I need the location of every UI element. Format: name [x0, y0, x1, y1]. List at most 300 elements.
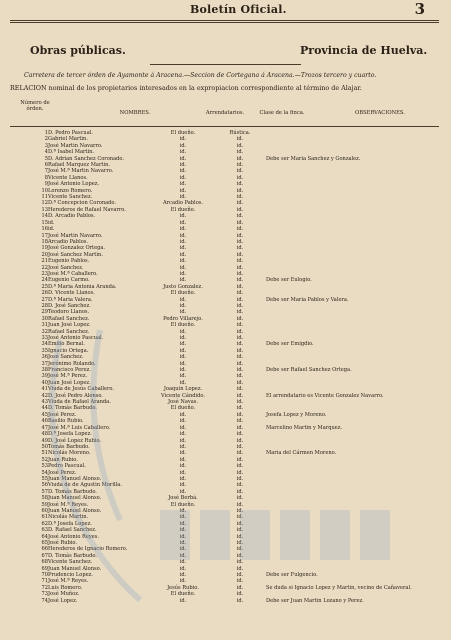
row-name: Luis Romero. — [48, 584, 83, 591]
row-arrendatario: id. — [179, 450, 187, 457]
row-number: 7 — [44, 168, 48, 175]
row-number: 34 — [41, 341, 48, 348]
row-name: id. — [48, 226, 55, 233]
row-clase: Rústica. — [229, 130, 251, 136]
row-name: Juan José Lopez. — [48, 322, 91, 329]
row-arrendatario: id. — [179, 181, 187, 188]
row-number: 61 — [41, 514, 48, 521]
row-clase: id. — [236, 540, 244, 546]
row-clase: id. — [236, 360, 244, 367]
row-observacion: Se duda si Ignacio Lopez y Martin, vecino de Cañaveral. — [266, 584, 412, 591]
row-number: 17 — [41, 232, 48, 239]
row-arrendatario: id. — [179, 482, 187, 489]
row-arrendatario: Justo Gonzalez. — [163, 283, 203, 290]
row-name: D. Vicente Llanos. — [48, 290, 95, 297]
row-clase: id. — [236, 245, 244, 252]
row-clase: id. — [236, 591, 244, 598]
row-arrendatario: id. — [179, 277, 187, 284]
row-number: 52 — [41, 456, 48, 463]
row-clase: id. — [236, 501, 244, 508]
row-observacion: Debe ser Fulgencio. — [266, 572, 318, 579]
row-name: José M.ª Martin Navarro. — [48, 168, 114, 175]
row-arrendatario: id. — [179, 155, 187, 162]
row-name: José Perez. — [48, 469, 77, 476]
row-clase: id. — [236, 424, 244, 431]
row-arrendatario: El dueño. — [170, 290, 196, 297]
row-name: Juan Rubio. — [48, 456, 78, 463]
row-number: 32 — [41, 328, 48, 335]
row-name: Prudencio Lopez. — [48, 572, 93, 579]
row-number: 4 — [44, 149, 48, 156]
row-arrendatario: id. — [179, 136, 187, 143]
row-arrendatario: Arcadio Pablos. — [162, 200, 203, 207]
row-observacion: Debe ser Emigdio. — [266, 341, 314, 348]
table-row — [10, 598, 446, 604]
row-arrendatario: id. — [179, 488, 187, 495]
row-number: 67 — [41, 552, 48, 559]
row-number: 10 — [41, 187, 48, 194]
row-number: 22 — [41, 264, 48, 271]
row-number: 20 — [41, 251, 48, 258]
row-clase: id. — [236, 559, 244, 566]
row-number: 44 — [41, 405, 48, 412]
row-number: 33 — [41, 335, 48, 341]
row-clase: id. — [236, 565, 244, 572]
col-nombres-header: NOMBRES. — [119, 110, 151, 116]
row-clase: id. — [236, 270, 244, 277]
row-name: Arcadio Pablos. — [48, 238, 89, 245]
row-arrendatario: id. — [179, 168, 187, 175]
row-number: 37 — [41, 360, 48, 367]
row-clase: id. — [236, 456, 244, 463]
row-clase: id. — [236, 194, 244, 201]
row-arrendatario: id. — [179, 507, 187, 514]
row-clase: id. — [236, 264, 244, 271]
row-number: 47 — [41, 424, 48, 431]
row-arrendatario: id. — [179, 354, 187, 361]
row-observacion: Debe ser Maria Pablos y Valera. — [266, 296, 349, 303]
row-name: D.ª Josefa Lopez. — [48, 431, 92, 438]
row-number: 64 — [41, 533, 48, 540]
row-arrendatario: id. — [179, 546, 187, 553]
row-clase: id. — [236, 520, 244, 527]
row-name: Herederos de Ignacio Romero. — [48, 546, 128, 553]
row-clase: id. — [236, 283, 244, 290]
row-observacion: Marcelino Martin y Marquez. — [266, 424, 343, 431]
row-clase: id. — [236, 399, 244, 406]
relacion-heading: RELACION nominal de los propietarios interesados en la expropiacion correspondiente al término de Alajar. — [10, 84, 362, 92]
row-name: José Lopez. — [48, 597, 78, 604]
row-number: 66 — [41, 546, 48, 553]
row-clase: id. — [236, 367, 244, 374]
row-arrendatario: id. — [179, 463, 187, 470]
row-clase: id. — [236, 437, 244, 444]
row-arrendatario: id. — [179, 475, 187, 482]
row-name: Pedro Pascual. — [48, 463, 86, 470]
row-name: Gabriel Martin. — [48, 136, 88, 143]
row-number: 23 — [41, 270, 48, 277]
row-name: Vicente Sanchez. — [48, 194, 93, 201]
row-number: 45 — [41, 411, 48, 418]
row-clase: id. — [236, 584, 244, 591]
row-name: Juan Manuel Alonso. — [48, 507, 102, 514]
row-number: 8 — [44, 174, 48, 181]
row-name: Viuda de de Agustin Morilla. — [48, 482, 122, 489]
row-name: José Sanchez Martin. — [48, 251, 103, 258]
row-clase: id. — [236, 155, 244, 162]
row-arrendatario: id. — [179, 347, 187, 354]
row-clase: id. — [236, 578, 244, 585]
row-number: 74 — [41, 597, 48, 604]
row-name: José M.ª Reyes. — [48, 501, 89, 508]
row-arrendatario: El dueño. — [170, 322, 196, 329]
row-clase: id. — [236, 475, 244, 482]
row-number: 72 — [41, 584, 48, 591]
row-number: 46 — [41, 418, 48, 425]
row-clase: id. — [236, 418, 244, 425]
row-arrendatario: id. — [179, 194, 187, 201]
row-arrendatario: id. — [179, 367, 187, 374]
row-arrendatario: Pedro Villarejo. — [163, 315, 203, 322]
row-observacion: Debe ser Juan Martin Lozano y Perez. — [266, 597, 364, 604]
row-clase: id. — [236, 181, 244, 188]
row-number: 11 — [41, 194, 48, 201]
row-number: 31 — [41, 322, 48, 329]
row-number: 69 — [41, 565, 48, 572]
col-observaciones-header: OBSERVACIONES. — [355, 110, 405, 116]
row-arrendatario: id. — [179, 418, 187, 425]
row-arrendatario: id. — [179, 559, 187, 566]
row-clase: id. — [236, 495, 244, 502]
row-name: D. Tomás Barbudo. — [48, 552, 97, 559]
row-arrendatario: id. — [179, 174, 187, 181]
road-subtitle: Carretera de tercer órden de Ayamonte á Aracena.—Seccion de Cortegana á Aracena.—Trozos tercero y cuarto. — [24, 72, 377, 79]
row-name: D. José Pedro Alonso. — [48, 392, 103, 399]
row-number: 40 — [41, 379, 48, 386]
row-number: 27 — [41, 296, 48, 303]
row-arrendatario: id. — [179, 379, 187, 386]
row-number: 25 — [41, 283, 48, 290]
row-name: Emilio Bernal. — [48, 341, 85, 348]
row-name: José Martin Navarro. — [48, 232, 103, 239]
row-number: 39 — [41, 373, 48, 380]
row-clase: id. — [236, 315, 244, 322]
row-arrendatario: id. — [179, 527, 187, 534]
row-name: José Antonio Lopez. — [48, 181, 100, 188]
row-number: 55 — [41, 475, 48, 482]
row-number: 30 — [41, 315, 48, 322]
row-clase: id. — [236, 290, 244, 297]
row-arrendatario: id. — [179, 335, 187, 341]
row-number: 38 — [41, 367, 48, 374]
row-name: José M.ª Luis Caballero. — [48, 424, 111, 431]
row-number: 68 — [41, 559, 48, 566]
row-clase: id. — [236, 347, 244, 354]
row-observacion: Debe ser Eulogio. — [266, 277, 312, 284]
row-number: 54 — [41, 469, 48, 476]
row-name: D. José Sanchez. — [48, 302, 91, 309]
row-arrendatario: José Berbá. — [168, 495, 198, 502]
row-arrendatario: id. — [179, 258, 187, 265]
section-heading-obras: Obras públicas. — [30, 44, 126, 57]
bulletin-title: Boletín Oficial. — [190, 3, 287, 16]
row-arrendatario: id. — [179, 552, 187, 559]
row-arrendatario: id. — [179, 270, 187, 277]
row-clase: id. — [236, 392, 244, 399]
row-name: Herederos de Rafael Navarro. — [48, 206, 126, 213]
row-number: 15 — [41, 219, 48, 226]
row-clase: id. — [236, 187, 244, 194]
row-number: 73 — [41, 591, 48, 598]
row-clase: id. — [236, 552, 244, 559]
row-clase: id. — [236, 168, 244, 175]
row-number: 9 — [44, 181, 48, 188]
row-name: Juan Manuel Alonso. — [48, 475, 102, 482]
row-clase: id. — [236, 251, 244, 258]
row-clase: id. — [236, 463, 244, 470]
row-observacion: Debe ser Rafael Sanchez Ortega. — [266, 367, 352, 374]
row-name: D. Rafael Sanchez. — [48, 527, 97, 534]
row-number: 28 — [41, 302, 48, 309]
row-number: 12 — [41, 200, 48, 207]
row-name: Jerónimo Rolando. — [48, 360, 96, 367]
row-number: 13 — [41, 206, 48, 213]
row-number: 16 — [41, 226, 48, 233]
row-name: D. José Lopez Rubio. — [48, 437, 102, 444]
row-number: 35 — [41, 347, 48, 354]
row-number: 49 — [41, 437, 48, 444]
row-clase: id. — [236, 136, 244, 143]
row-clase: id. — [236, 386, 244, 393]
row-name: José M.ª Reyes. — [48, 578, 89, 585]
row-clase: id. — [236, 142, 244, 149]
row-name: Viuda de Rafael Aranda. — [48, 399, 111, 406]
row-name: Francisco Perez. — [48, 367, 91, 374]
row-name: Nicolás Moreno. — [48, 450, 91, 457]
row-clase: id. — [236, 213, 244, 220]
row-number: 71 — [41, 578, 48, 585]
row-name: Lorenzo Romero. — [48, 187, 93, 194]
header-rule — [10, 20, 439, 21]
row-number: 21 — [41, 258, 48, 265]
row-arrendatario: El dueño. — [170, 206, 196, 213]
row-clase: id. — [236, 533, 244, 540]
row-number: 29 — [41, 309, 48, 316]
section-heading-provincia: Provincia de Huelva. — [300, 44, 428, 57]
row-arrendatario: id. — [179, 341, 187, 348]
row-clase: id. — [236, 258, 244, 265]
row-name: Juan Manuel Alonso. — [48, 495, 102, 502]
row-arrendatario: id. — [179, 238, 187, 245]
row-name: José M.ª Perez. — [48, 373, 88, 380]
row-clase: id. — [236, 354, 244, 361]
row-number: 26 — [41, 290, 48, 297]
row-name: D.ª Maria Valera. — [48, 296, 93, 303]
row-number: 19 — [41, 245, 48, 252]
row-name: José Martin Navarro. — [48, 142, 103, 149]
row-name: D. Tomás Barbudo. — [48, 405, 97, 412]
row-arrendatario: id. — [179, 411, 187, 418]
row-name: José Perez. — [48, 411, 77, 418]
propietarios-table — [10, 130, 446, 604]
row-arrendatario: El dueño. — [170, 591, 196, 598]
row-arrendatario: id. — [179, 251, 187, 258]
col-arrendatarios-header: Arrendatarios. — [205, 110, 245, 116]
page-number: 3 — [414, 0, 425, 18]
row-name: José Gonzalez Ortega. — [48, 245, 106, 252]
row-number: 50 — [41, 443, 48, 450]
row-clase: id. — [236, 450, 244, 457]
row-clase: id. — [236, 373, 244, 380]
row-arrendatario: id. — [179, 443, 187, 450]
row-name: Teodoro Llanos. — [48, 309, 90, 316]
row-arrendatario: id. — [179, 437, 187, 444]
row-name: Eugenio Carmo. — [48, 277, 90, 284]
row-clase: id. — [236, 309, 244, 316]
row-clase: id. — [236, 200, 244, 207]
row-number: 59 — [41, 501, 48, 508]
row-number: 62 — [41, 520, 48, 527]
row-clase: id. — [236, 469, 244, 476]
row-arrendatario: Jesús Rubio. — [167, 584, 199, 591]
row-arrendatario: id. — [179, 162, 187, 169]
row-name: id. — [48, 219, 55, 226]
row-name: José Rubio. — [48, 540, 77, 546]
row-number: 41 — [41, 386, 48, 393]
row-clase: id. — [236, 322, 244, 329]
row-name: Rafael Sanchez. — [48, 315, 90, 322]
row-clase: id. — [236, 443, 244, 450]
row-clase: id. — [236, 219, 244, 226]
row-arrendatario: id. — [179, 578, 187, 585]
row-name: José Muñoz. — [48, 591, 80, 598]
row-arrendatario: id. — [179, 533, 187, 540]
row-name: José Sanchez. — [48, 264, 84, 271]
row-clase: id. — [236, 488, 244, 495]
row-clase: id. — [236, 335, 244, 341]
row-arrendatario: id. — [179, 540, 187, 546]
row-name: José Antonio Pascual. — [48, 335, 104, 341]
row-arrendatario: Joaquin Lopez. — [163, 386, 203, 393]
row-number: 57 — [41, 488, 48, 495]
row-name: Ignacio Ortega. — [48, 347, 89, 354]
row-number: 1 — [44, 130, 48, 136]
row-arrendatario: id. — [179, 142, 187, 149]
row-arrendatario: José Navas. — [168, 399, 198, 406]
row-name: D.ª Maria Antonia Aranda. — [48, 283, 117, 290]
row-name: Vicente Sanchez. — [48, 559, 93, 566]
row-number: 3 — [44, 142, 48, 149]
row-arrendatario: id. — [179, 264, 187, 271]
row-arrendatario: id. — [179, 469, 187, 476]
row-arrendatario: id. — [179, 424, 187, 431]
row-name: José M.ª Caballero. — [48, 270, 98, 277]
row-arrendatario: id. — [179, 456, 187, 463]
row-name: D. Pedro Pascual. — [48, 130, 94, 136]
row-number: 65 — [41, 540, 48, 546]
row-number: 48 — [41, 431, 48, 438]
table-header-rule — [10, 126, 439, 127]
row-number: 18 — [41, 238, 48, 245]
row-clase: id. — [236, 174, 244, 181]
row-clase: id. — [236, 405, 244, 412]
row-clase: id. — [236, 238, 244, 245]
row-clase: id. — [236, 162, 244, 169]
row-clase: id. — [236, 379, 244, 386]
row-clase: id. — [236, 296, 244, 303]
row-observacion: Maria del Cármen Moreno. — [266, 450, 337, 457]
row-number: 60 — [41, 507, 48, 514]
row-arrendatario: El dueño. — [170, 130, 196, 136]
row-arrendatario: id. — [179, 296, 187, 303]
row-number: 58 — [41, 495, 48, 502]
row-arrendatario: id. — [179, 328, 187, 335]
row-clase: id. — [236, 328, 244, 335]
row-name: D. Adrian Sanchez Coronado. — [48, 155, 124, 162]
row-arrendatario: id. — [179, 226, 187, 233]
row-observacion: El arrendatario es Vicente Gonzalez Navarro. — [266, 392, 384, 399]
row-name: Viuda de Jesús Caballero. — [48, 386, 115, 393]
row-name: D.ª Isabel Martin. — [48, 149, 95, 156]
row-number: 53 — [41, 463, 48, 470]
row-clase: id. — [236, 206, 244, 213]
row-clase: id. — [236, 302, 244, 309]
row-name: Nicolás Martin. — [48, 514, 89, 521]
row-clase: id. — [236, 149, 244, 156]
row-clase: id. — [236, 341, 244, 348]
row-clase: id. — [236, 277, 244, 284]
row-name: D. Arcadio Pablos. — [48, 213, 96, 220]
row-name: Rafael Marquez Martin. — [48, 162, 110, 169]
row-number: 2 — [44, 136, 48, 143]
row-arrendatario: El dueño. — [170, 501, 196, 508]
row-name: Eugenio Pablos. — [48, 258, 90, 265]
row-name: D. Tomás Barbudo. — [48, 488, 97, 495]
row-clase: id. — [236, 507, 244, 514]
row-name: D.ª Josefa Lopez. — [48, 520, 92, 527]
row-arrendatario: id. — [179, 431, 187, 438]
row-number: 43 — [41, 399, 48, 406]
row-arrendatario: id. — [179, 373, 187, 380]
row-number: 42 — [41, 392, 48, 399]
row-arrendatario: id. — [179, 213, 187, 220]
row-arrendatario: Vicente Cándido. — [160, 392, 205, 399]
col-numero-header: Número de órden. — [20, 100, 50, 112]
row-clase: id. — [236, 527, 244, 534]
row-name: Rafael Sanchez. — [48, 328, 90, 335]
row-clase: id. — [236, 226, 244, 233]
row-clase: id. — [236, 572, 244, 579]
row-clase: id. — [236, 482, 244, 489]
row-clase: id. — [236, 431, 244, 438]
row-arrendatario: id. — [179, 520, 187, 527]
row-name: José Sanchez. — [48, 354, 84, 361]
row-number: 56 — [41, 482, 48, 489]
row-clase: id. — [236, 546, 244, 553]
row-clase: id. — [236, 514, 244, 521]
row-number: 51 — [41, 450, 48, 457]
row-number: 24 — [41, 277, 48, 284]
row-name: D.ª Concepcion Coronado. — [48, 200, 117, 207]
row-number: 6 — [44, 162, 48, 169]
row-arrendatario: El dueño. — [170, 405, 196, 412]
row-number: 63 — [41, 527, 48, 534]
row-observacion: Josefa Lopez y Moreno. — [266, 411, 327, 418]
row-name: Juan José Lopez. — [48, 379, 91, 386]
row-observacion: Debe ser Maria Sanchez y Gonzalez. — [266, 155, 361, 162]
row-arrendatario: id. — [179, 572, 187, 579]
row-arrendatario: id. — [179, 514, 187, 521]
